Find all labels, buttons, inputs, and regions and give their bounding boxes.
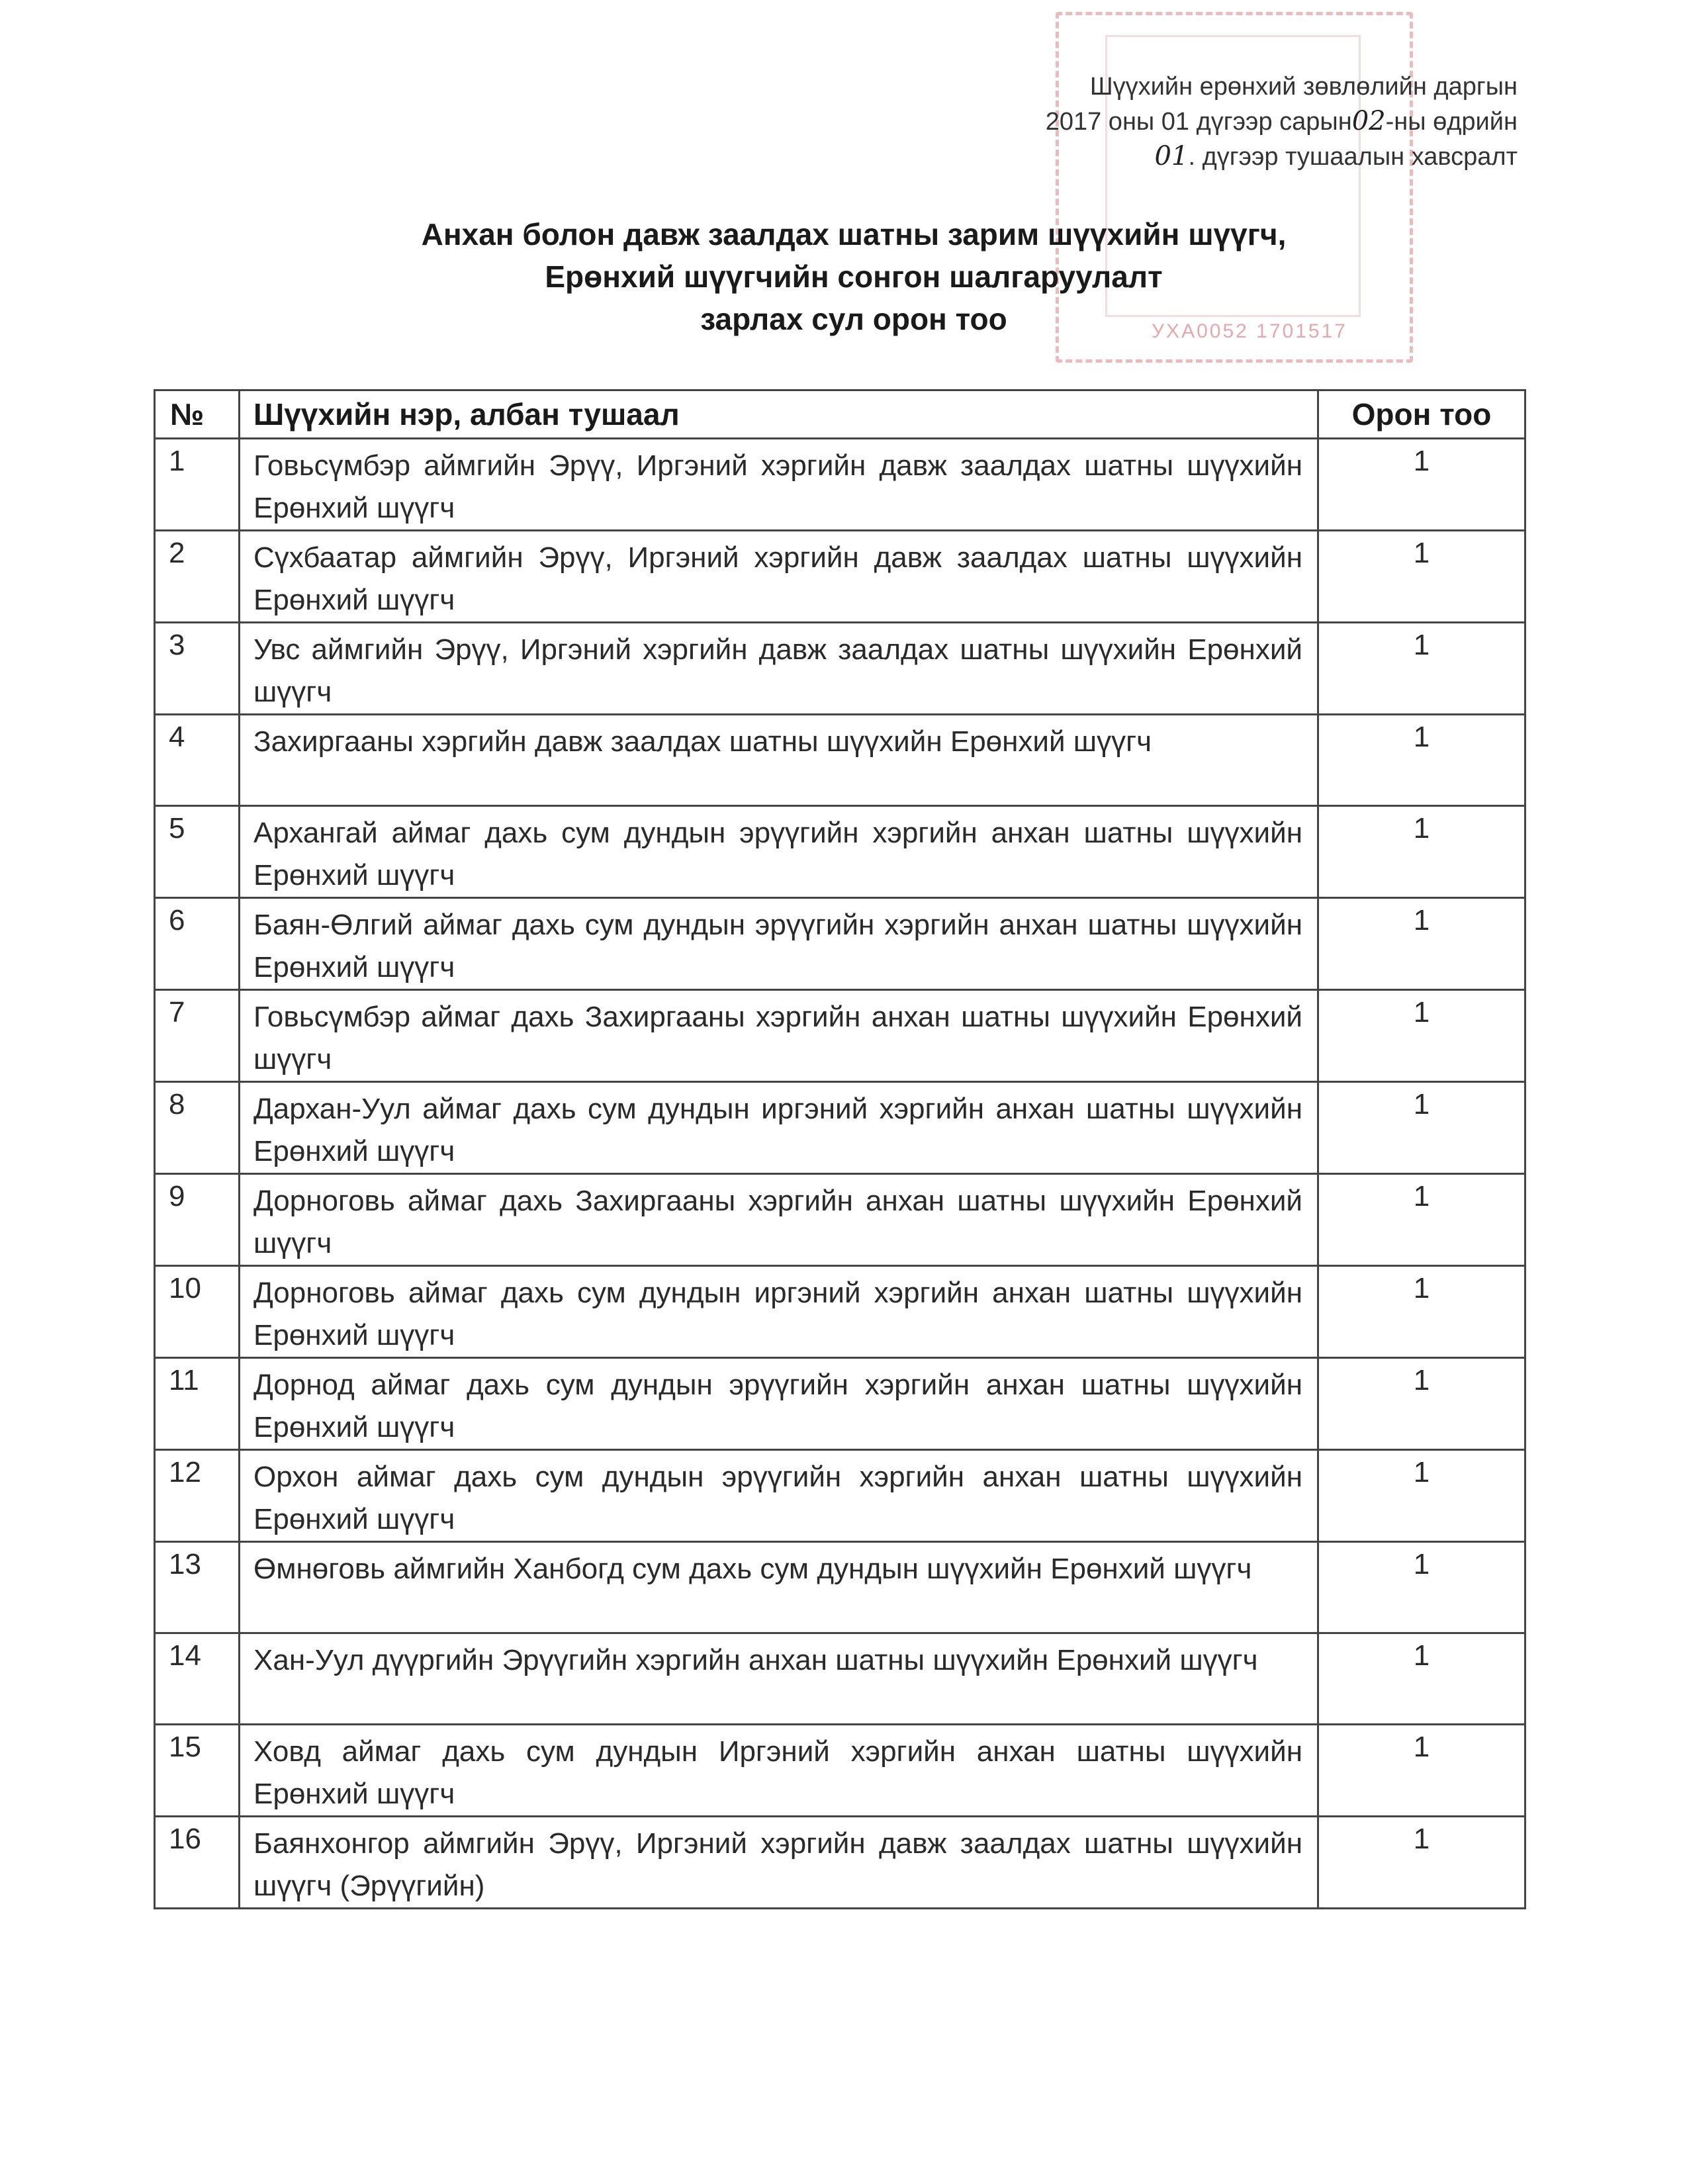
- row-number: 14: [155, 1633, 240, 1725]
- table-body: [155, 439, 1525, 1909]
- row-court-position: Говьсүмбэр аймгийн Эрүү, Иргэний хэргийн давж заалдах шатны шүүхийн Ерөнхий шүүгч: [240, 439, 1318, 531]
- stamp-code: УХА0052 1701517: [1152, 320, 1347, 342]
- title-line-3: зарлах сул орон тоо: [700, 302, 1007, 336]
- row-court-position: Сүхбаатар аймгийн Эрүү, Иргэний хэргийн давж заалдах шатны шүүхийн Ерөнхий шүүгч: [240, 531, 1318, 623]
- row-vacancy-count: 1: [1318, 1542, 1525, 1633]
- row-court-position: Увс аймгийн Эрүү, Иргэний хэргийн давж заалдах шатны шүүхийн Ерөнхий шүүгч: [240, 623, 1318, 715]
- table-row: [155, 1082, 1525, 1174]
- row-vacancy-count: 1: [1318, 1266, 1525, 1358]
- table-row: [155, 806, 1525, 898]
- table-row: [155, 990, 1525, 1082]
- document-title: [318, 213, 1390, 340]
- table-row: [155, 898, 1525, 990]
- row-vacancy-count: 1: [1318, 1174, 1525, 1266]
- annex-handwritten-order-number: 01: [1154, 141, 1189, 171]
- row-vacancy-count: 1: [1318, 623, 1525, 715]
- row-number: 11: [155, 1358, 240, 1450]
- table-row: [155, 715, 1525, 806]
- annex-header: [1046, 69, 1518, 174]
- row-number: 3: [155, 623, 240, 715]
- annex-line-3: [1046, 139, 1518, 174]
- row-vacancy-count: 1: [1318, 715, 1525, 806]
- vacancy-table-container: [154, 389, 1524, 1909]
- table-row: [155, 1358, 1525, 1450]
- row-number: 2: [155, 531, 240, 623]
- row-court-position: Дорноговь аймаг дахь Захиргааны хэргийн анхан шатны шүүхийн Ерөнхий шүүгч: [240, 1174, 1318, 1266]
- header-vacancy-count: Орон тоо: [1318, 390, 1525, 439]
- header-court-position: Шүүхийн нэр, албан тушаал: [240, 390, 1318, 439]
- table-row: [155, 1450, 1525, 1542]
- row-vacancy-count: 1: [1318, 990, 1525, 1082]
- row-court-position: Архангай аймаг дахь сум дундын эрүүгийн хэргийн анхан шатны шүүхийн Ерөнхий шүүгч: [240, 806, 1318, 898]
- row-number: 6: [155, 898, 240, 990]
- row-court-position: Баян-Өлгий аймаг дахь сум дундын эрүүгийн хэргийн анхан шатны шүүхийн Ерөнхий шүүгч: [240, 898, 1318, 990]
- row-court-position: Дорнод аймаг дахь сум дундын эрүүгийн хэргийн анхан шатны шүүхийн Ерөнхий шүүгч: [240, 1358, 1318, 1450]
- row-court-position: Дархан-Уул аймаг дахь сум дундын иргэний хэргийн анхан шатны шүүхийн Ерөнхий шүүгч: [240, 1082, 1318, 1174]
- row-number: 7: [155, 990, 240, 1082]
- row-number: 12: [155, 1450, 240, 1542]
- table-row: [155, 1542, 1525, 1633]
- row-vacancy-count: 1: [1318, 898, 1525, 990]
- annex-line-1: Шүүхийн ерөнхий зөвлөлийн даргын: [1089, 73, 1518, 101]
- row-vacancy-count: 1: [1318, 1725, 1525, 1817]
- annex-date-suffix: -ны өдрийн: [1385, 108, 1518, 136]
- header-number: №: [155, 390, 240, 439]
- row-court-position: Захиргааны хэргийн давж заалдах шатны шүүхийн Ерөнхий шүүгч: [240, 715, 1318, 806]
- row-vacancy-count: 1: [1318, 1082, 1525, 1174]
- annex-handwritten-day: 02: [1351, 106, 1386, 136]
- row-vacancy-count: 1: [1318, 439, 1525, 531]
- row-number: 4: [155, 715, 240, 806]
- row-number: 10: [155, 1266, 240, 1358]
- annex-line-2: [1046, 104, 1518, 139]
- row-number: 16: [155, 1817, 240, 1909]
- row-vacancy-count: 1: [1318, 531, 1525, 623]
- table-row: [155, 623, 1525, 715]
- row-court-position: Баянхонгор аймгийн Эрүү, Иргэний хэргийн давж заалдах шатны шүүхийн шүүгч (Эрүүгийн): [240, 1817, 1318, 1909]
- row-number: 8: [155, 1082, 240, 1174]
- row-number: 9: [155, 1174, 240, 1266]
- row-court-position: Хан-Уул дүүргийн Эрүүгийн хэргийн анхан шатны шүүхийн Ерөнхий шүүгч: [240, 1633, 1318, 1725]
- row-number: 1: [155, 439, 240, 531]
- annex-order-suffix: . дүгээр тушаалын хавсралт: [1188, 143, 1518, 171]
- table-row: [155, 1633, 1525, 1725]
- row-vacancy-count: 1: [1318, 806, 1525, 898]
- vacancy-table: [154, 389, 1526, 1909]
- table-row: [155, 1725, 1525, 1817]
- title-line-1: Анхан болон давж заалдах шатны зарим шүүхийн шүүгч,: [421, 217, 1287, 251]
- table-row: [155, 1266, 1525, 1358]
- row-vacancy-count: 1: [1318, 1817, 1525, 1909]
- row-court-position: Говьсүмбэр аймаг дахь Захиргааны хэргийн анхан шатны шүүхийн Ерөнхий шүүгч: [240, 990, 1318, 1082]
- row-number: 13: [155, 1542, 240, 1633]
- row-number: 15: [155, 1725, 240, 1817]
- row-court-position: Дорноговь аймаг дахь сум дундын иргэний хэргийн анхан шатны шүүхийн Ерөнхий шүүгч: [240, 1266, 1318, 1358]
- table-header-row: [155, 390, 1525, 439]
- row-vacancy-count: 1: [1318, 1450, 1525, 1542]
- table-row: [155, 1174, 1525, 1266]
- row-court-position: Өмнөговь аймгийн Ханбогд сум дахь сум дундын шүүхийн Ерөнхий шүүгч: [240, 1542, 1318, 1633]
- row-vacancy-count: 1: [1318, 1633, 1525, 1725]
- table-row: [155, 531, 1525, 623]
- table-row: [155, 1817, 1525, 1909]
- row-court-position: Орхон аймаг дахь сум дундын эрүүгийн хэргийн анхан шатны шүүхийн Ерөнхий шүүгч: [240, 1450, 1318, 1542]
- row-court-position: Ховд аймаг дахь сум дундын Иргэний хэргийн анхан шатны шүүхийн Ерөнхий шүүгч: [240, 1725, 1318, 1817]
- title-line-2: Ерөнхий шүүгчийн сонгон шалгаруулалт: [545, 259, 1163, 294]
- table-row: [155, 439, 1525, 531]
- row-number: 5: [155, 806, 240, 898]
- row-vacancy-count: 1: [1318, 1358, 1525, 1450]
- annex-date-prefix: 2017 оны 01 дүгээр сарын: [1045, 108, 1352, 136]
